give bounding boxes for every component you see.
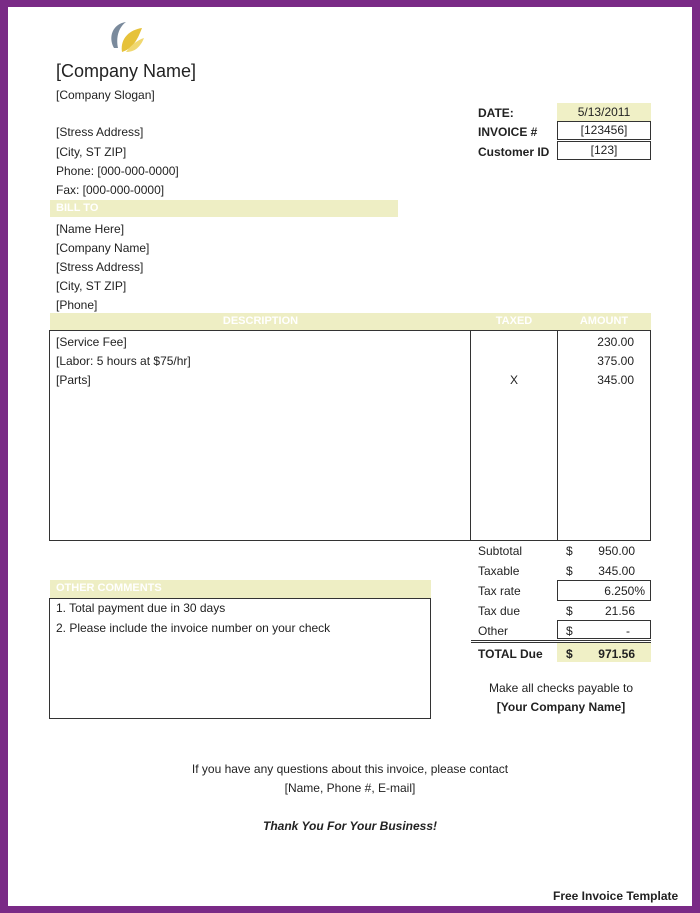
other-currency: $: [566, 624, 573, 638]
item-description: [Labor: 5 hours at $75/hr]: [56, 354, 191, 368]
company-phone: Phone: [000-000-0000]: [56, 164, 179, 178]
invoice-number-field: [123456]: [557, 121, 651, 140]
total-currency: $: [566, 647, 573, 661]
customer-id-label: Customer ID: [478, 145, 550, 159]
tax-rate-label: Tax rate: [478, 584, 521, 598]
payable-company: [Your Company Name]: [496, 700, 626, 714]
tax-due-label: Tax due: [478, 604, 521, 618]
bill-to-street: [Stress Address]: [56, 260, 144, 274]
contact-text: If you have any questions about this invoice, please contact: [191, 762, 509, 776]
tax-rate-value: 6.250%: [604, 584, 645, 598]
other-value: -: [626, 624, 630, 638]
date-value: 5/13/2011: [557, 103, 651, 121]
company-name: [Company Name]: [56, 61, 197, 81]
tax-due-value: 21.56: [604, 604, 635, 618]
comment-line: 2. Please include the invoice number on your check: [56, 621, 331, 635]
item-amount: 230.00: [597, 335, 634, 349]
company-slogan: [Company Slogan]: [56, 88, 155, 102]
invoice-label: INVOICE #: [478, 125, 538, 139]
bill-to-name: [Name Here]: [56, 222, 125, 236]
taxable-value: 345.00: [598, 564, 635, 578]
amount-header: AMOUNT: [557, 313, 651, 330]
total-due-value: 971.56: [598, 647, 635, 661]
comments-box: [49, 598, 431, 719]
comment-line: 1. Total payment due in 30 days: [56, 601, 226, 615]
contact-details: [Name, Phone #, E-mail]: [284, 781, 416, 795]
bill-to-phone: [Phone]: [56, 298, 98, 312]
taxable-currency: $: [566, 564, 573, 578]
subtotal-label: Subtotal: [478, 544, 523, 558]
bill-to-header: BILL TO: [50, 200, 398, 217]
bill-to-city: [City, ST ZIP]: [56, 279, 127, 293]
date-label: DATE:: [478, 106, 514, 120]
thank-you-text: Thank You For Your Business!: [262, 819, 438, 833]
bill-to-company: [Company Name]: [56, 241, 150, 255]
item-description: [Parts]: [56, 373, 91, 387]
leaf-logo-icon: [104, 18, 148, 58]
company-fax: Fax: [000-000-0000]: [56, 183, 165, 197]
subtotal-value: 950.00: [598, 544, 635, 558]
item-amount: 375.00: [597, 354, 634, 368]
payable-text: Make all checks payable to: [488, 681, 634, 695]
other-comments-header: OTHER COMMENTS: [50, 580, 431, 598]
company-city: [City, ST ZIP]: [56, 145, 127, 159]
taxed-header: TAXED: [471, 313, 557, 330]
other-label: Other: [478, 624, 509, 638]
company-street: [Stress Address]: [56, 125, 144, 139]
subtotal-currency: $: [566, 544, 573, 558]
tax-due-currency: $: [566, 604, 573, 618]
description-header: DESCRIPTION: [50, 313, 471, 330]
template-brand: Free Invoice Template: [553, 889, 679, 903]
item-amount: 345.00: [597, 373, 634, 387]
taxable-label: Taxable: [478, 564, 520, 578]
item-taxed: X: [509, 373, 518, 387]
customer-id-field: [123]: [557, 141, 651, 160]
total-due-label: TOTAL Due: [478, 647, 543, 661]
item-description: [Service Fee]: [56, 335, 127, 349]
